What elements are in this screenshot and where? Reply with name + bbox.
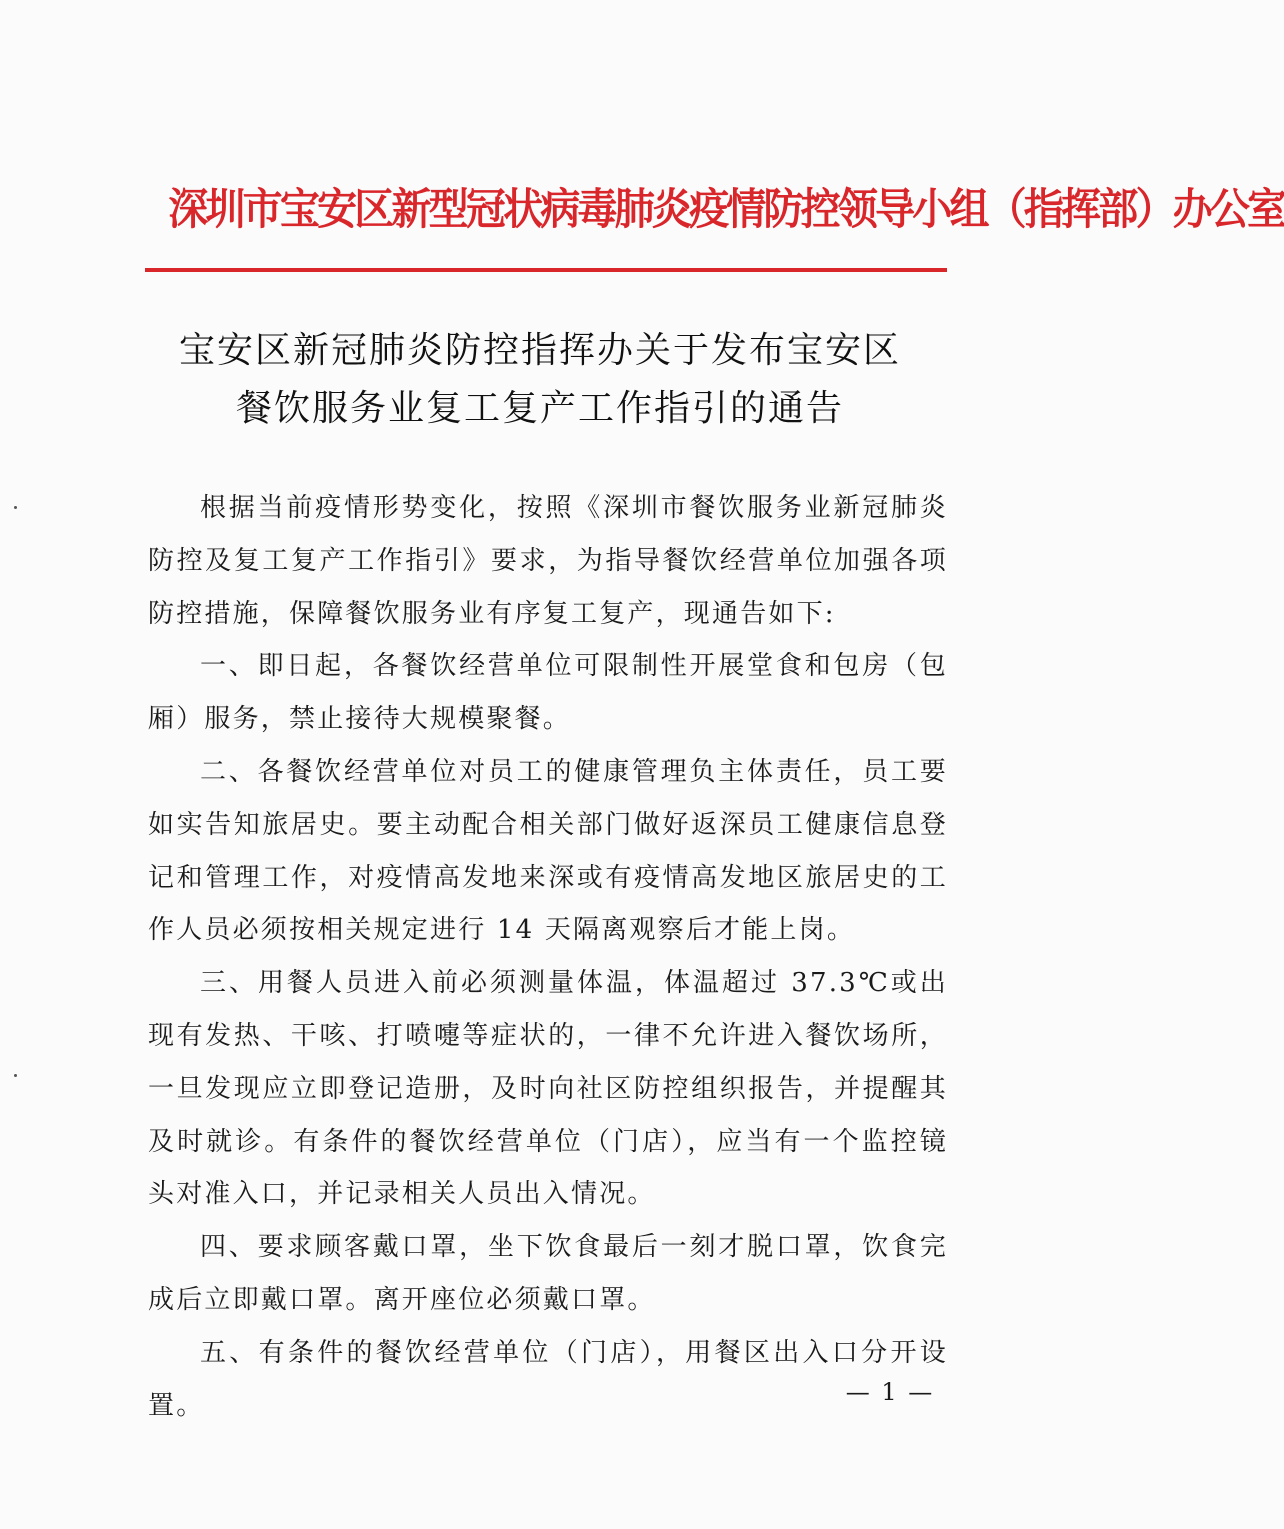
notice-body [148, 482, 948, 1432]
body-paragraph-item-4: 四、要求顾客戴口罩，坐下饮食最后一刻才脱口罩，饮食完成后立即戴口罩。离开座位必须戴口罩。 [148, 1232, 948, 1315]
scan-speck [14, 506, 17, 509]
document-title-line-1: 宝安区新冠肺炎防控指挥办关于发布宝安区 [178, 330, 901, 371]
issuing-office-header: 深圳市宝安区新型冠状病毒肺炎疫情防控领导小组（指挥部）办公室 [168, 185, 1284, 235]
document-title-line-2: 餐饮服务业复工复产工作指引的通告 [235, 388, 844, 429]
body-paragraph-item-3: 三、用餐人员进入前必须测量体温，体温超过 37.3℃或出现有发热、干咳、打喷嚏等症状的，一律不允许进入餐饮场所，一旦发现应立即登记造册，及时向社区防控组织报告，并提醒其及时就诊。有条件的餐饮经营单位（门店），应当有一个监控镜头对准入口，并记录相关人员出入情况。 [148, 968, 948, 1210]
body-paragraph-item-5: 五、有条件的餐饮经营单位（门店），用餐区出入口分开设置。 [148, 1337, 948, 1421]
document-title [140, 322, 940, 438]
body-paragraph-item-1: 一、即日起，各餐饮经营单位可限制性开展堂食和包房（包厢）服务，禁止接待大规模聚餐。 [148, 651, 948, 735]
scan-speck [14, 1074, 17, 1077]
body-paragraph-intro: 根据当前疫情形势变化，按照《深圳市餐饮服务业新冠肺炎防控及复工复产工作指引》要求，为指导餐饮经营单位加强各项防控措施，保障餐饮服务业有序复工复产，现通告如下: [148, 493, 948, 629]
page-number: — 1 — [845, 1378, 935, 1406]
red-divider-rule [145, 268, 947, 272]
body-paragraph-item-2: 二、各餐饮经营单位对员工的健康管理负主体责任，员工要如实告知旅居史。要主动配合相关部门做好返深员工健康信息登记和管理工作，对疫情高发地来深或有疫情高发地区旅居史的工作人员必须按相关规定进行 14 天隔离观察后才能上岗。 [148, 756, 948, 946]
